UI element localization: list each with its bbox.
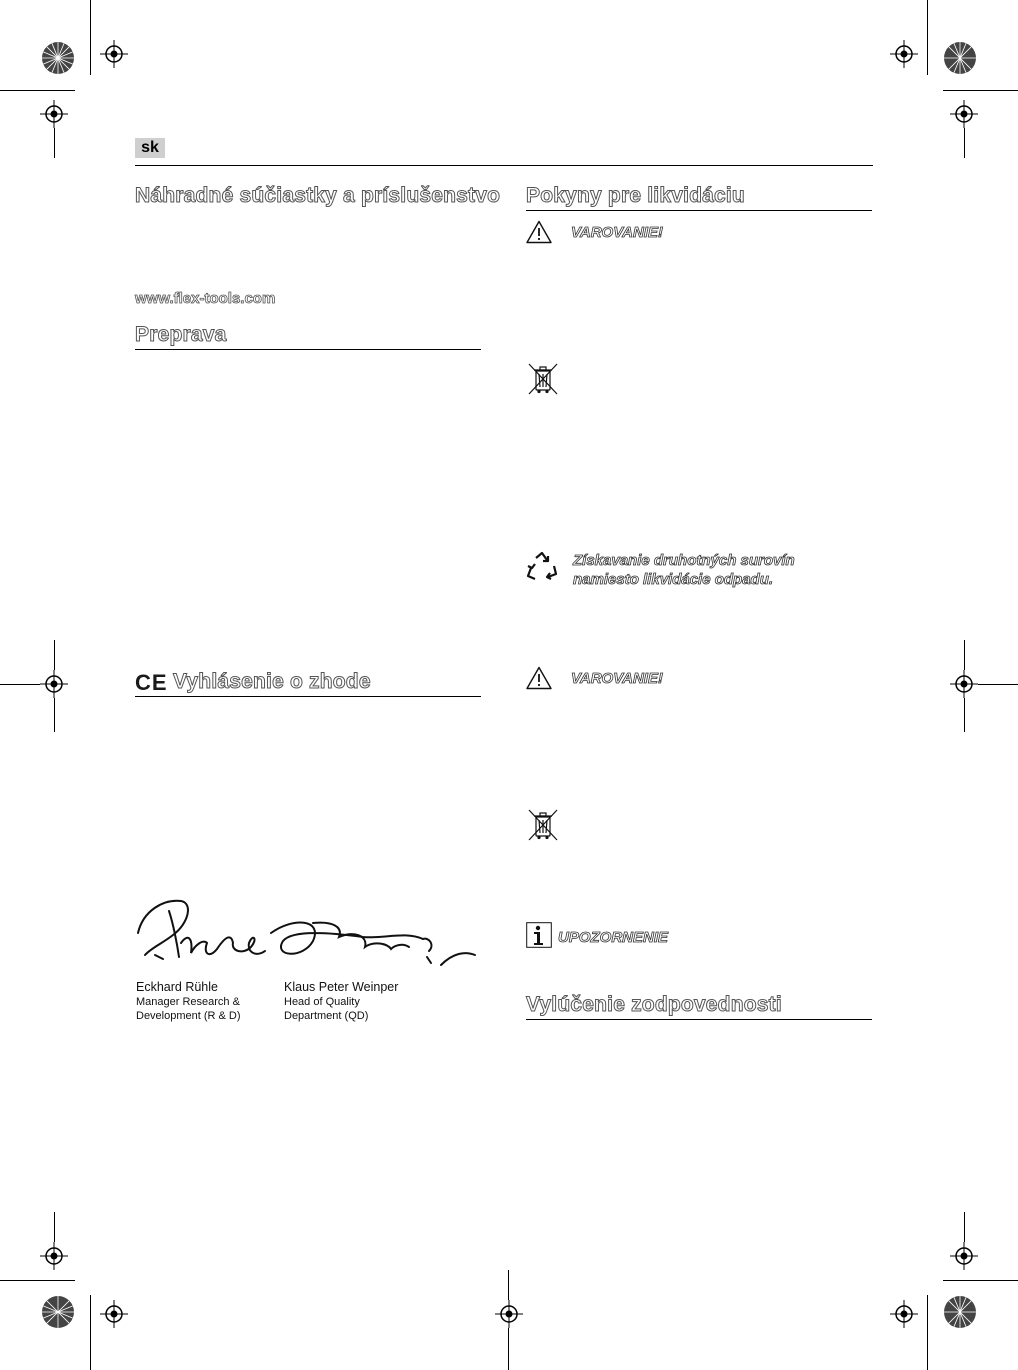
declaration-rule bbox=[135, 696, 481, 697]
language-badge: sk bbox=[135, 138, 165, 158]
warning-label: VAROVANIE! bbox=[571, 670, 663, 687]
registration-crosshair bbox=[495, 1300, 523, 1328]
registration-crosshair bbox=[950, 100, 978, 128]
registration-crosshair bbox=[100, 1300, 128, 1328]
registration-crosshair bbox=[950, 670, 978, 698]
signatory-name: Eckhard Rühle bbox=[136, 980, 218, 994]
recycle-icon bbox=[525, 550, 559, 584]
transport-rule bbox=[135, 349, 481, 350]
ce-mark: CE bbox=[135, 670, 168, 695]
registration-crosshair bbox=[40, 670, 68, 698]
transport-heading: Preprava bbox=[135, 323, 227, 346]
crossed-bin-icon bbox=[527, 362, 559, 396]
registration-starburst bbox=[41, 41, 75, 75]
recycling-note bbox=[573, 551, 795, 589]
signatory-role-line: Department (QD) bbox=[284, 1010, 369, 1022]
signatory-name: Klaus Peter Weinper bbox=[284, 980, 399, 994]
warning-label: VAROVANIE! bbox=[571, 224, 663, 241]
registration-starburst bbox=[41, 1295, 75, 1329]
header-rule bbox=[135, 165, 873, 166]
note-label: UPOZORNENIE bbox=[558, 929, 669, 946]
signatory-role-line: Manager Research & bbox=[136, 996, 240, 1008]
recycling-line: Získavanie druhotných surovín bbox=[573, 552, 795, 569]
signatory-role-line: Head of Quality bbox=[284, 996, 360, 1008]
crossed-bin-icon bbox=[527, 808, 559, 842]
signatures-image bbox=[133, 893, 478, 975]
registration-crosshair bbox=[890, 40, 918, 68]
recycling-line: namiesto likvidácie odpadu. bbox=[573, 571, 774, 588]
registration-starburst bbox=[943, 1295, 977, 1329]
spare-parts-heading: Náhradné súčiastky a príslušenstvo bbox=[135, 184, 501, 207]
website-link[interactable]: www.flex-tools.com bbox=[135, 290, 276, 307]
declaration-heading: Vyhlásenie o zhode bbox=[173, 670, 371, 693]
disposal-rule bbox=[526, 210, 872, 211]
liability-rule bbox=[526, 1019, 872, 1020]
registration-crosshair bbox=[100, 40, 128, 68]
registration-starburst bbox=[943, 41, 977, 75]
info-icon bbox=[526, 922, 552, 948]
disposal-heading: Pokyny pre likvidáciu bbox=[526, 184, 745, 207]
registration-crosshair bbox=[950, 1242, 978, 1270]
registration-crosshair bbox=[40, 100, 68, 128]
warning-triangle-icon bbox=[526, 220, 552, 244]
registration-crosshair bbox=[40, 1242, 68, 1270]
warning-triangle-icon bbox=[526, 666, 552, 690]
registration-crosshair bbox=[890, 1300, 918, 1328]
liability-heading: Vylúčenie zodpovednosti bbox=[526, 993, 782, 1016]
signatory-role-line: Development (R & D) bbox=[136, 1010, 241, 1022]
